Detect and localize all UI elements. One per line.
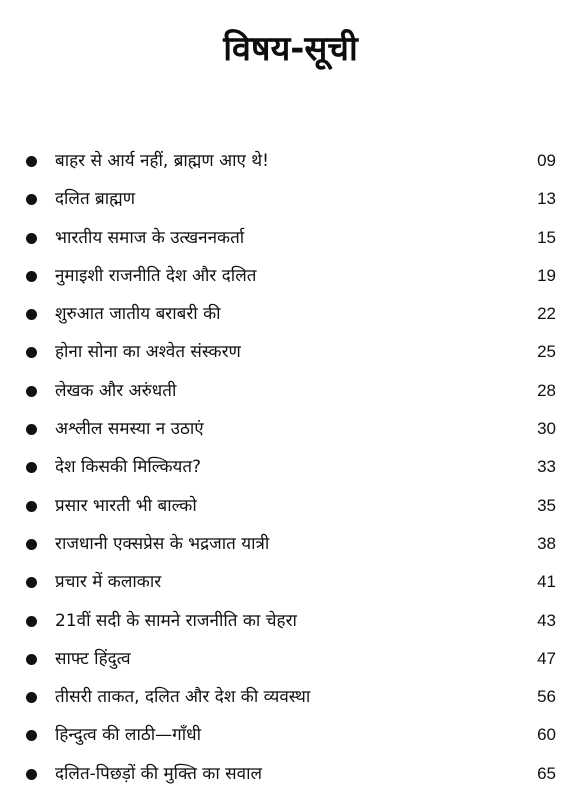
toc-entry-page: 43 <box>537 610 556 630</box>
toc-entry-title: अश्लील समस्या न उठाएं <box>55 419 204 440</box>
bullet-icon <box>26 616 37 627</box>
bullet-icon <box>26 769 37 780</box>
toc-entry <box>0 182 581 220</box>
toc-entry-title: प्रचार में कलाकार <box>55 572 162 593</box>
toc-entry-page: 13 <box>537 189 556 209</box>
toc-entry <box>0 259 581 297</box>
bullet-icon <box>26 386 37 397</box>
toc-entry-title: भारतीय समाज के उत्खननकर्ता <box>55 227 245 248</box>
toc-entry-title: दलित ब्राह्मण <box>55 189 136 210</box>
toc-entry <box>0 374 581 412</box>
toc-entry-title: नुमाइशी राजनीति देश और दलित <box>55 265 257 286</box>
toc-entry-title: देश किसकी मिल्कियत? <box>55 457 202 478</box>
bullet-icon <box>26 233 37 244</box>
toc-entry-page: 33 <box>537 457 556 477</box>
toc-entry-title: हिन्दुत्व की लाठी—गाँधी <box>55 725 201 746</box>
toc-entry <box>0 489 581 527</box>
bullet-icon <box>26 730 37 741</box>
toc-entry-title: शुरुआत जातीय बराबरी की <box>55 304 221 325</box>
toc-entry-page: 60 <box>537 725 556 745</box>
toc-entry <box>0 604 581 642</box>
toc-entry <box>0 335 581 373</box>
toc-entry-page: 15 <box>537 227 556 247</box>
bullet-icon <box>26 692 37 703</box>
toc-entry-title: 21वीं सदी के सामने राजनीति का चेहरा <box>55 610 297 631</box>
toc-entry-title: होना सोना का अश्वेत संस्करण <box>55 342 241 363</box>
toc-entry-page: 09 <box>537 151 556 170</box>
page-title: विषय-सूची <box>223 29 358 69</box>
toc-entry-page: 41 <box>537 572 556 592</box>
bullet-icon <box>26 654 37 665</box>
toc-entry-page: 30 <box>537 419 556 439</box>
bullet-icon <box>26 539 37 550</box>
toc-entry-title: दलित-पिछड़ों की मुक्ति का सवाल <box>55 763 263 784</box>
toc-entry <box>0 144 581 182</box>
toc-entry <box>0 565 581 603</box>
table-of-contents <box>0 144 581 795</box>
toc-entry-page: 35 <box>537 495 556 515</box>
toc-entry <box>0 642 581 680</box>
bullet-icon <box>26 309 37 320</box>
toc-entry-title: बाहर से आर्य नहीं, ब्राह्मण आए थे! <box>55 151 269 171</box>
toc-entry-page: 25 <box>537 342 556 362</box>
bullet-icon <box>26 271 37 282</box>
toc-entry <box>0 412 581 450</box>
toc-entry <box>0 527 581 565</box>
toc-entry <box>0 221 581 259</box>
bullet-icon <box>26 577 37 588</box>
toc-entry-title: राजधानी एक्सप्रेस के भद्रजात यात्री <box>55 533 270 554</box>
toc-entry <box>0 718 581 756</box>
toc-entry-page: 38 <box>537 533 556 553</box>
bullet-icon <box>26 462 37 473</box>
toc-entry-page: 65 <box>537 763 556 783</box>
toc-entry <box>0 450 581 488</box>
toc-entry-title: साफ्ट हिंदुत्व <box>55 648 131 669</box>
toc-entry <box>0 757 581 795</box>
toc-entry-page: 28 <box>537 380 556 400</box>
toc-entry-page: 19 <box>537 265 556 285</box>
bullet-icon <box>26 156 37 167</box>
toc-entry-title: प्रसार भारती भी बाल्को <box>55 495 197 516</box>
bullet-icon <box>26 424 37 435</box>
toc-entry <box>0 680 581 718</box>
toc-entry <box>0 297 581 335</box>
bullet-icon <box>26 194 37 205</box>
bullet-icon <box>26 501 37 512</box>
toc-entry-page: 47 <box>537 648 556 668</box>
toc-entry-title: तीसरी ताकत, दलित और देश की व्यवस्था <box>55 687 311 708</box>
toc-entry-page: 22 <box>537 304 556 324</box>
bullet-icon <box>26 347 37 358</box>
toc-entry-page: 56 <box>537 687 556 707</box>
toc-entry-title: लेखक और अरुंधती <box>55 380 177 401</box>
